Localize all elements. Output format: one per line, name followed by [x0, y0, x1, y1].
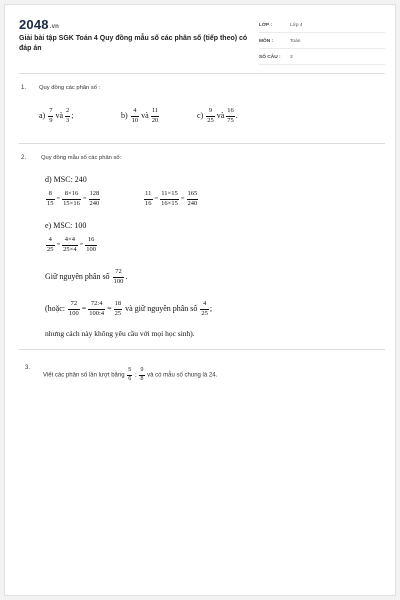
q3-text-before: Viết các phân số lần lượt bằng — [43, 372, 125, 379]
fraction: $\frac{9}{25}$ — [207, 107, 214, 124]
q3-text-after: và có mẫu số chung là 24. — [147, 372, 218, 379]
conjunction: và — [216, 110, 225, 120]
fraction: $\frac{11}{16}$ — [145, 190, 152, 207]
logo-text: 2048 — [19, 17, 49, 32]
divider — [19, 73, 385, 74]
keep-text: Giữ nguyên phân số — [45, 271, 110, 281]
conjunction: và — [141, 110, 149, 120]
d-equation-1: $\frac{8}{15}$ = $\frac{8\times 16}{15\times 16}$ = $\frac{128}{240}$ — [47, 190, 100, 207]
meta-panel — [259, 19, 385, 67]
logo-tld: .vn — [49, 24, 60, 30]
fraction: $\frac{72}{100}$ — [113, 268, 124, 285]
meta-key: LỚP : — [259, 23, 273, 28]
divider — [19, 349, 385, 350]
question-number: 3. — [25, 365, 31, 371]
d-msc: d) MSC: 240 — [45, 175, 87, 184]
q3-text: Viết các phân số lần lượt bằng $\frac{5}{6}$ ; $\frac{9}{8}$ và có mẫu số chung là 24. — [43, 367, 218, 382]
keep-fraction-line: Giữ nguyên phân số $\frac{72}{100}$ . — [45, 268, 128, 285]
e-equation-1: $\frac{4}{25}$ = $\frac{4\times 4}{25\times 4}$ = $\frac{16}{100}$ — [47, 236, 97, 253]
part-label: c) — [197, 110, 204, 120]
fraction: $\frac{8}{15}$ — [47, 190, 54, 207]
fraction: $\frac{11\times 15}{16\times 15}$ — [161, 190, 178, 207]
meta-value: 3 — [290, 55, 293, 60]
meta-value: Toán — [290, 39, 301, 44]
part-label: a) — [39, 110, 46, 120]
fraction: $\frac{4}{10}$ — [131, 107, 139, 124]
part-label: b) — [121, 110, 128, 120]
fraction: $\frac{5}{6}$ — [128, 367, 132, 382]
meta-value: Lớp 4 — [290, 23, 303, 28]
fraction: $\frac{16}{75}$ — [227, 107, 234, 124]
q1-part-c: c) $\frac{9}{25}$ và $\frac{16}{75}$ . — [197, 107, 238, 124]
fraction: $\frac{165}{240}$ — [187, 190, 198, 207]
fraction: $\frac{7}{9}$ — [49, 107, 53, 124]
question-prompt: Quy đồng các phân số : — [39, 85, 101, 91]
question-number: 2. — [21, 155, 27, 161]
conjunction: và — [55, 110, 64, 120]
document-page — [4, 4, 396, 596]
q1-part-a: a) $\frac{7}{9}$ và $\frac{2}{3}$ ; — [39, 107, 74, 124]
meta-key: SỐ CÂU : — [259, 55, 281, 60]
fraction: $\frac{4}{25}$ — [201, 300, 208, 317]
note-text: nhưng cách này không yêu cầu với mọi học sinh). — [45, 329, 195, 338]
alternative-line: (hoặc: $\frac{72}{100}$ = $\frac{72:4}{100:4}$ = $\frac{18}{25}$ và giữ nguyên phân số $\frac{4}{25}$ ; — [45, 300, 213, 317]
alt-mid-text: và giữ nguyên phân số — [125, 303, 198, 313]
fraction: $\frac{18}{25}$ — [114, 300, 122, 317]
fraction: $\frac{128}{240}$ — [89, 190, 100, 207]
q1-part-b — [121, 108, 160, 124]
meta-row-subject — [259, 35, 385, 49]
fraction: $\frac{4}{25}$ — [47, 236, 54, 253]
fraction: $\frac{4\times 4}{25\times 4}$ — [63, 236, 77, 253]
fraction: $\frac{8\times 16}{15\times 16}$ — [63, 190, 80, 207]
document-title: Giải bài tập SGK Toán 4 Quy đồng mẫu số các phân số (tiếp theo) có đáp án — [19, 35, 248, 52]
fraction: $\frac{72}{100}$ — [69, 300, 79, 317]
e-msc: e) MSC: 100 — [45, 221, 87, 230]
document-header — [19, 15, 385, 63]
question-prompt: Quy đồng mẫu số các phân số: — [41, 155, 122, 161]
alt-open-text: (hoặc: — [45, 303, 65, 313]
meta-row-grade — [259, 19, 385, 33]
fraction: $\frac{9}{8}$ — [140, 367, 144, 382]
question-number: 1. — [21, 85, 27, 91]
fraction: $\frac{2}{3}$ — [66, 107, 70, 124]
site-logo[interactable] — [19, 17, 59, 32]
fraction: $\frac{16}{100}$ — [86, 236, 97, 253]
meta-row-count — [259, 51, 385, 65]
fraction: $\frac{11}{20}$ — [151, 107, 159, 124]
fraction: $\frac{72:4}{100:4}$ — [89, 300, 105, 317]
divider — [19, 143, 385, 144]
d-equation-2: $\frac{11}{16}$ = $\frac{11\times 15}{16\times 15}$ = $\frac{165}{240}$ — [145, 190, 198, 207]
meta-key: MÔN : — [259, 39, 274, 44]
